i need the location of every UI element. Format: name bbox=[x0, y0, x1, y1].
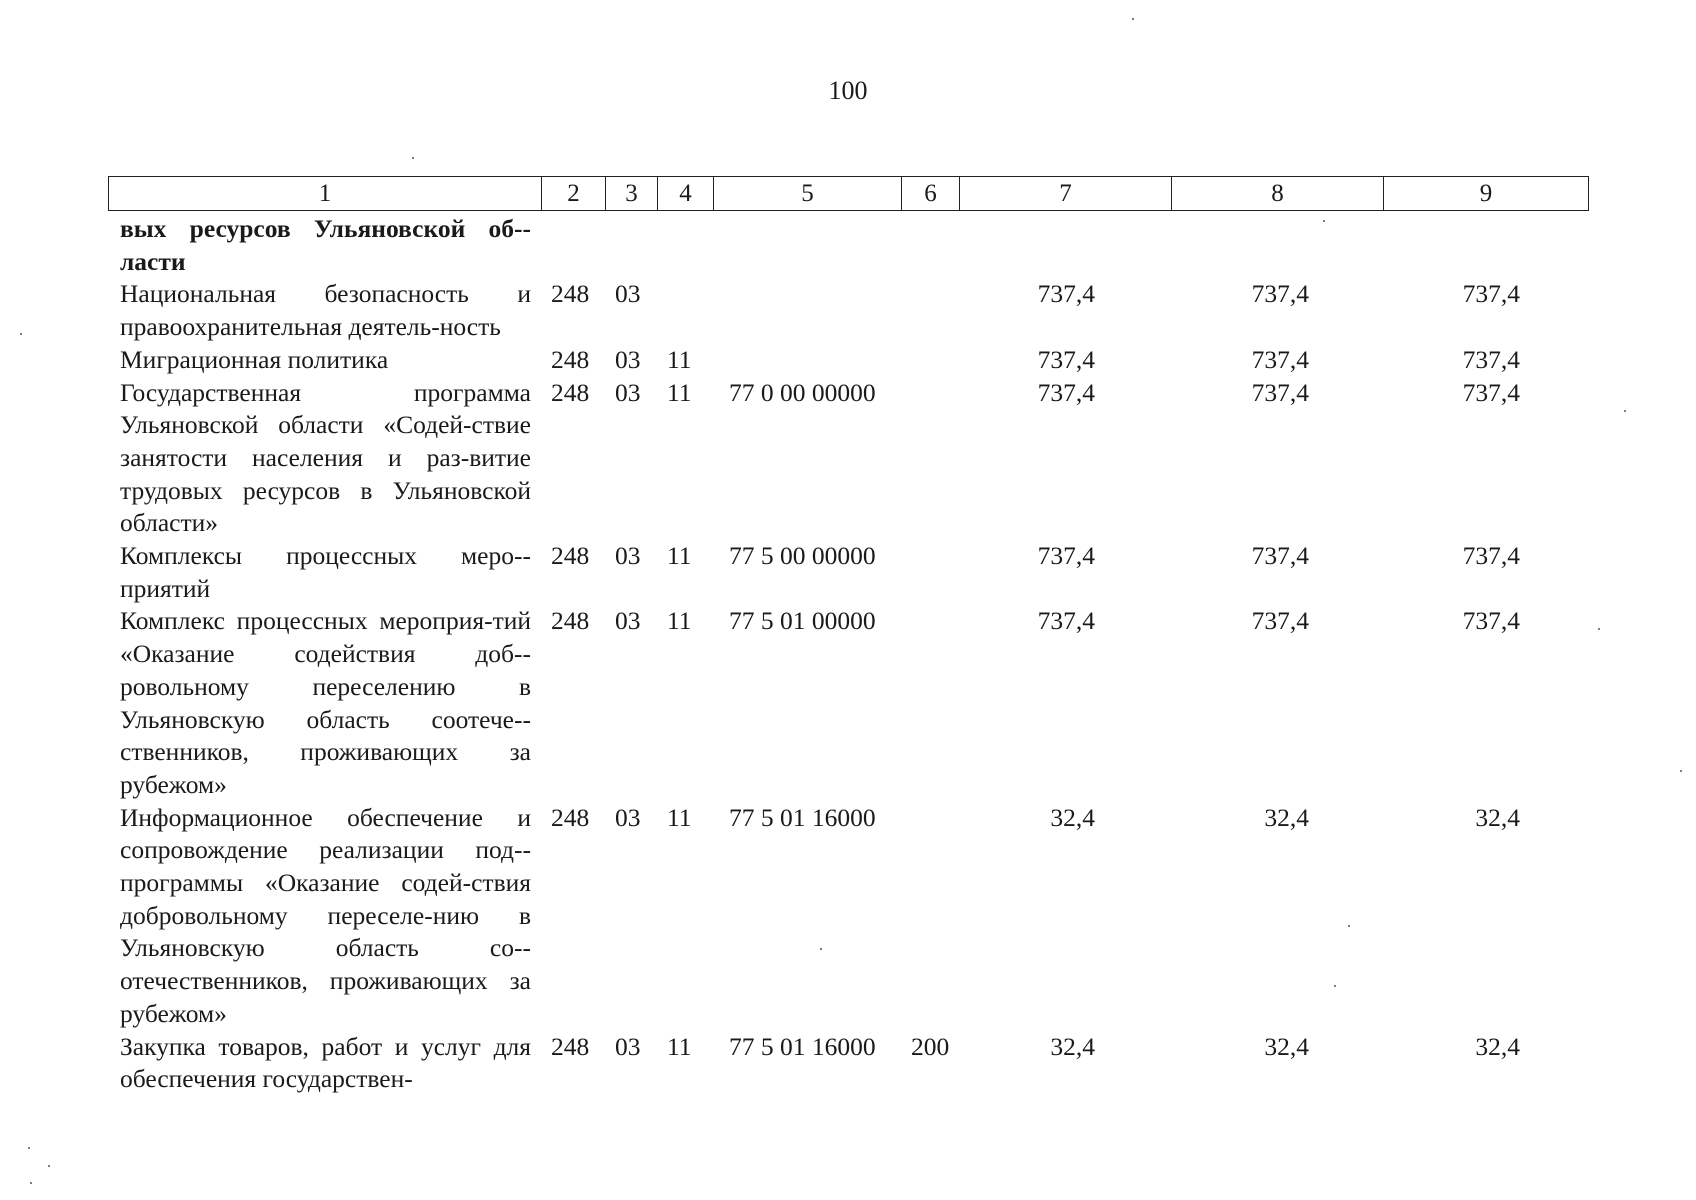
row-cell-c4 bbox=[657, 213, 713, 278]
row-cell-c5 bbox=[713, 278, 901, 343]
column-header-2: 2 bbox=[542, 177, 606, 211]
row-cell-c5: 77 5 01 16000 bbox=[729, 1031, 876, 1061]
table-row bbox=[108, 605, 1588, 801]
row-cell-c2: 248 bbox=[551, 802, 590, 832]
row-cell-c9: 737,4 bbox=[1462, 541, 1520, 571]
row-cell-c6 bbox=[901, 278, 959, 343]
row-cell-c8 bbox=[1171, 213, 1383, 278]
row-cell-c2: 248 bbox=[551, 541, 590, 571]
row-cell-c9 bbox=[1383, 213, 1588, 278]
row-cell-c5: 77 5 01 16000 bbox=[729, 802, 876, 832]
row-cell-c5: 77 5 01 00000 bbox=[729, 606, 876, 636]
row-cell-c7: 737,4 bbox=[1037, 279, 1095, 309]
column-header-1: 1 bbox=[109, 177, 542, 211]
row-cell-c2: 248 bbox=[551, 344, 590, 374]
row-cell-c8: 737,4 bbox=[1251, 344, 1309, 374]
row-cell-c8: 32,4 bbox=[1264, 802, 1309, 832]
row-description: Комплексы процессных меро-приятий bbox=[120, 541, 531, 603]
row-cell-c7: 737,4 bbox=[1037, 344, 1095, 374]
scan-speck bbox=[1624, 410, 1626, 412]
row-cell-c9: 737,4 bbox=[1462, 606, 1520, 636]
column-header-row bbox=[108, 176, 1589, 211]
row-cell-c7: 737,4 bbox=[1037, 606, 1095, 636]
row-cell-c3: 03 bbox=[615, 279, 641, 309]
scan-speck bbox=[1348, 925, 1350, 927]
row-cell-c4 bbox=[657, 278, 713, 343]
row-cell-c6 bbox=[901, 344, 959, 377]
row-cell-c5: 77 5 00 00000 bbox=[729, 541, 876, 571]
row-cell-c3: 03 bbox=[615, 541, 641, 571]
scan-speck bbox=[412, 157, 414, 159]
row-cell-c8: 32,4 bbox=[1264, 1031, 1309, 1061]
row-cell-c6: 200 bbox=[911, 1031, 950, 1061]
row-cell-c8: 737,4 bbox=[1251, 279, 1309, 309]
scan-speck bbox=[1680, 770, 1682, 772]
table-row bbox=[108, 377, 1588, 541]
row-cell-c8: 737,4 bbox=[1251, 606, 1309, 636]
row-cell-c6 bbox=[901, 605, 959, 801]
row-cell-c3: 03 bbox=[615, 377, 641, 407]
column-header-3: 3 bbox=[606, 177, 658, 211]
row-cell-c4: 11 bbox=[667, 377, 692, 407]
row-cell-c5 bbox=[713, 344, 901, 377]
scan-speck bbox=[820, 948, 822, 950]
row-cell-c7: 737,4 bbox=[1037, 377, 1095, 407]
row-cell-c6 bbox=[901, 377, 959, 541]
row-description: Миграционная политика bbox=[120, 344, 389, 374]
row-description: Комплекс процессных мероприя-тий «Оказание содействия доб-ровольному переселению в Ульяновскую область соотече-ственников, проживающих за рубежом» bbox=[120, 606, 531, 799]
row-cell-c2: 248 bbox=[551, 1031, 590, 1061]
row-cell-c2: 248 bbox=[551, 377, 590, 407]
column-header-5: 5 bbox=[714, 177, 902, 211]
column-header-8: 8 bbox=[1172, 177, 1384, 211]
row-description: Закупка товаров, работ и услуг для обеспечения государствен- bbox=[120, 1031, 531, 1094]
row-cell-c7: 737,4 bbox=[1037, 541, 1095, 571]
column-header-6: 6 bbox=[902, 177, 960, 211]
row-cell-c5: 77 0 00 00000 bbox=[729, 377, 876, 407]
row-cell-c9: 32,4 bbox=[1475, 1031, 1520, 1061]
scan-speck bbox=[20, 333, 22, 335]
page-number: 100 bbox=[828, 76, 868, 105]
row-description: Государственная программа Ульяновской области «Содей-ствие занятости населения и раз-витие трудовых ресурсов в Ульяновской области» bbox=[120, 377, 531, 538]
row-cell-c8: 737,4 bbox=[1251, 377, 1309, 407]
table-row bbox=[108, 278, 1588, 343]
scan-speck bbox=[1334, 985, 1336, 987]
table-row bbox=[108, 344, 1588, 377]
row-cell-c3: 03 bbox=[615, 606, 641, 636]
table-row bbox=[108, 540, 1588, 605]
row-cell-c5 bbox=[713, 213, 901, 278]
row-cell-c2: 248 bbox=[551, 606, 590, 636]
scan-speck bbox=[1132, 18, 1134, 20]
scan-speck bbox=[28, 1147, 30, 1149]
scan-speck bbox=[1323, 220, 1325, 222]
row-cell-c9: 737,4 bbox=[1462, 377, 1520, 407]
row-cell-c4: 11 bbox=[667, 606, 692, 636]
budget-table-body bbox=[108, 213, 1588, 1096]
row-cell-c4: 11 bbox=[667, 344, 692, 374]
row-description: Национальная безопасность и правоохранительная деятель-ность bbox=[120, 279, 531, 342]
row-cell-c4: 11 bbox=[667, 1031, 692, 1061]
row-cell-c3 bbox=[605, 213, 657, 278]
row-cell-c9: 737,4 bbox=[1462, 344, 1520, 374]
row-cell-c7: 32,4 bbox=[1050, 1031, 1095, 1061]
row-cell-c2: 248 bbox=[551, 279, 590, 309]
table-row bbox=[108, 1031, 1588, 1096]
row-cell-c3: 03 bbox=[615, 802, 641, 832]
row-cell-c2 bbox=[541, 213, 605, 278]
table-rows bbox=[108, 213, 1588, 1096]
row-cell-c3: 03 bbox=[615, 1031, 641, 1061]
row-cell-c9: 737,4 bbox=[1462, 279, 1520, 309]
column-header-9: 9 bbox=[1384, 177, 1589, 211]
row-cell-c4: 11 bbox=[667, 541, 692, 571]
row-cell-c8: 737,4 bbox=[1251, 541, 1309, 571]
table-row bbox=[108, 213, 1588, 278]
row-cell-c6 bbox=[901, 802, 959, 1031]
scan-speck bbox=[30, 1182, 32, 1184]
row-cell-c6 bbox=[901, 213, 959, 278]
row-cell-c4: 11 bbox=[667, 802, 692, 832]
row-cell-c7: 32,4 bbox=[1050, 802, 1095, 832]
row-description: Информационное обеспечение и сопровождение реализации под-программы «Оказание содей-ствия добровольному переселе-нию в Ульяновскую область со-отечественников, проживающих за рубежом» bbox=[120, 802, 531, 1028]
row-description: вых ресурсов Ульяновской об-ласти bbox=[120, 214, 531, 276]
row-cell-c6 bbox=[901, 540, 959, 605]
table-row bbox=[108, 802, 1588, 1031]
column-header-7: 7 bbox=[960, 177, 1172, 211]
row-cell-c7 bbox=[959, 213, 1171, 278]
row-cell-c9: 32,4 bbox=[1475, 802, 1520, 832]
scan-speck bbox=[48, 1165, 50, 1167]
column-header-4: 4 bbox=[658, 177, 714, 211]
row-cell-c3: 03 bbox=[615, 344, 641, 374]
scan-speck bbox=[1598, 628, 1600, 630]
